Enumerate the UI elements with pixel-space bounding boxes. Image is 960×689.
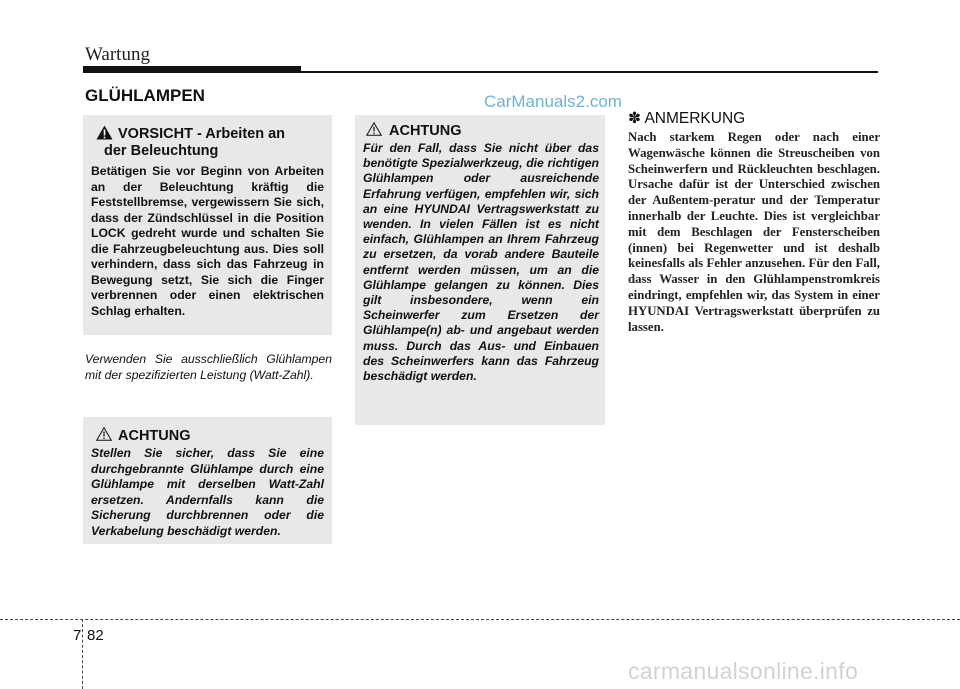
header-thick-rule — [83, 66, 301, 73]
asterisk-icon: ✽ — [628, 110, 641, 127]
footer-dashed-rule — [0, 619, 960, 620]
chapter-number: 7 — [73, 627, 82, 644]
note-title — [628, 109, 745, 128]
achtung-mid-body: Für den Fall, dass Sie nicht über das benötigte Spezialwerkzeug, die richtigen Glühlampen oder ausreichende Erfahrung verfügen, empfehlen wir, sich an eine HYUNDAI Vertragswerkstatt zu wenden. In vielen Fällen ist es nicht einfach, Glühlampen an Ihrem Fahrzeug zu ersetzen, da vorab andere Bauteile entfernt werden müssen, um an die Glühlampe gelangen zu können. Dies gilt insbesondere, wenn ein Scheinwerfer zum Ersetzen der Glühlampe(n) ab- und angebaut werden muss. Durch das Aus- und Einbauen des Scheinwerfers kann das Fahrzeug beschädigt werden. — [363, 141, 599, 384]
note-body: Nach starkem Regen oder nach einer Wagenwäsche können die Streuscheiben von Scheinwerfern und Rückleuchten beschlagen. Ursache dafür ist der Unterschied zwischen der Außentem-peratur und der Temperatur innerhalb der Leuchte. Dies ist vergleichbar mit dem Beschlagen der Fensterscheiben (innen) bei Regenwetter und ist deshalb keinesfalls als Fehler anzusehen. Für den Fall, dass Wasser in den Glühlampenstromkreis eindringt, empfehlen wir, das System in einer HYUNDAI Vertragswerkstatt überprüfen zu lassen. — [628, 130, 880, 334]
warning-outline-icon — [96, 427, 112, 441]
note-title-text: ANMERKUNG — [644, 110, 746, 127]
running-header-title: Wartung — [85, 44, 150, 65]
section-title: GLÜHLAMPEN — [85, 86, 205, 105]
achtung-mid-title: ACHTUNG — [389, 123, 462, 139]
warning-outline-icon — [366, 122, 382, 136]
footer-dashed-divider — [82, 619, 83, 689]
vorsicht-box — [83, 115, 332, 335]
watermark-top: CarManuals2.com — [484, 92, 622, 111]
vorsicht-title-line2: der Beleuchtung — [104, 143, 219, 159]
watermark-bottom: carmanualsonline.info — [628, 658, 859, 684]
vorsicht-title-line1: VORSICHT - Arbeiten an — [118, 126, 286, 142]
page-number: 82 — [87, 627, 104, 644]
achtung-box-left — [83, 417, 332, 544]
achtung-box-middle — [355, 115, 605, 425]
header-thin-rule — [301, 71, 878, 73]
warning-filled-icon — [96, 125, 113, 140]
achtung-left-body: Stellen Sie sicher, dass Sie eine durchgebrannte Glühlampe durch eine Glühlampe mit derselben Watt-Zahl ersetzen. Andernfalls kann die Sicherung durchbrennen oder die Verkabelung beschädigt werden. — [91, 446, 324, 538]
vorsicht-body: Betätigen Sie vor Beginn von Arbeiten an der Beleuchtung kräftig die Feststellbremse, vergewissern Sie sich, dass der Zündschlüssel in die Position LOCK gedreht wurde und schalten Sie die Fahrzeugbeleuchtung aus. Dies soll verhindern, dass sich das Fahrzeug in Bewegung setzt, Sie sich die Finger verbrennen oder einen elektrischen Schlag erhalten. — [91, 164, 324, 318]
intro-text: Verwenden Sie ausschließlich Glühlampen mit der spezifizierten Leistung (Watt-Zahl). — [85, 352, 332, 382]
achtung-left-title: ACHTUNG — [118, 428, 191, 444]
